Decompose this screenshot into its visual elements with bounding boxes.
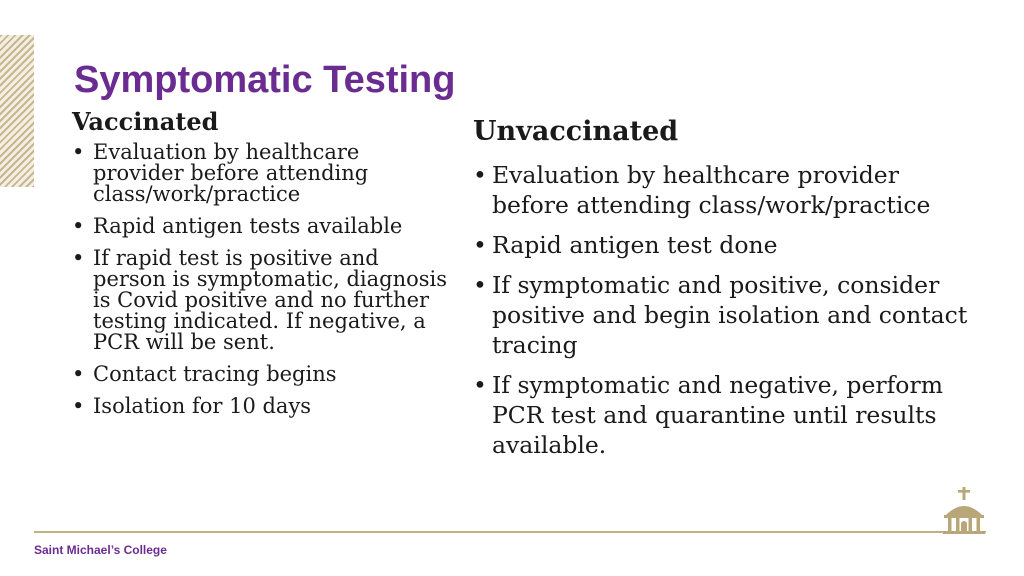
chapel-icon [942, 486, 986, 534]
list-item: • Contact tracing begins [72, 364, 452, 385]
footer-divider [34, 531, 986, 533]
vaccinated-column [72, 108, 452, 428]
slide-title: Symptomatic Testing [74, 59, 456, 101]
list-item: • Isolation for 10 days [72, 396, 452, 417]
list-item: • If symptomatic and negative, perform PCR test and quarantine until results available. [473, 370, 973, 460]
vaccinated-heading: Vaccinated [72, 107, 219, 136]
decorative-hatch-bar [0, 35, 34, 187]
unvaccinated-column [473, 116, 973, 470]
list-item: • Evaluation by healthcare provider before attending class/work/practice [72, 142, 452, 205]
list-item: • Rapid antigen tests available [72, 216, 452, 237]
unvaccinated-heading: Unvaccinated [473, 116, 679, 147]
list-item: • If rapid test is positive and person is symptomatic, diagnosis is Covid positive and no further testing indicated. If negative, a PCR will be sent. [72, 248, 452, 353]
list-item: • Evaluation by healthcare provider before attending class/work/practice [473, 160, 973, 220]
list-item: • If symptomatic and positive, consider positive and begin isolation and contact tracing [473, 270, 973, 360]
institution-name: Saint Michael’s College [34, 543, 167, 557]
list-item: • Rapid antigen test done [473, 230, 973, 260]
vaccinated-bullet-list [72, 142, 452, 417]
unvaccinated-bullet-list [473, 160, 973, 460]
